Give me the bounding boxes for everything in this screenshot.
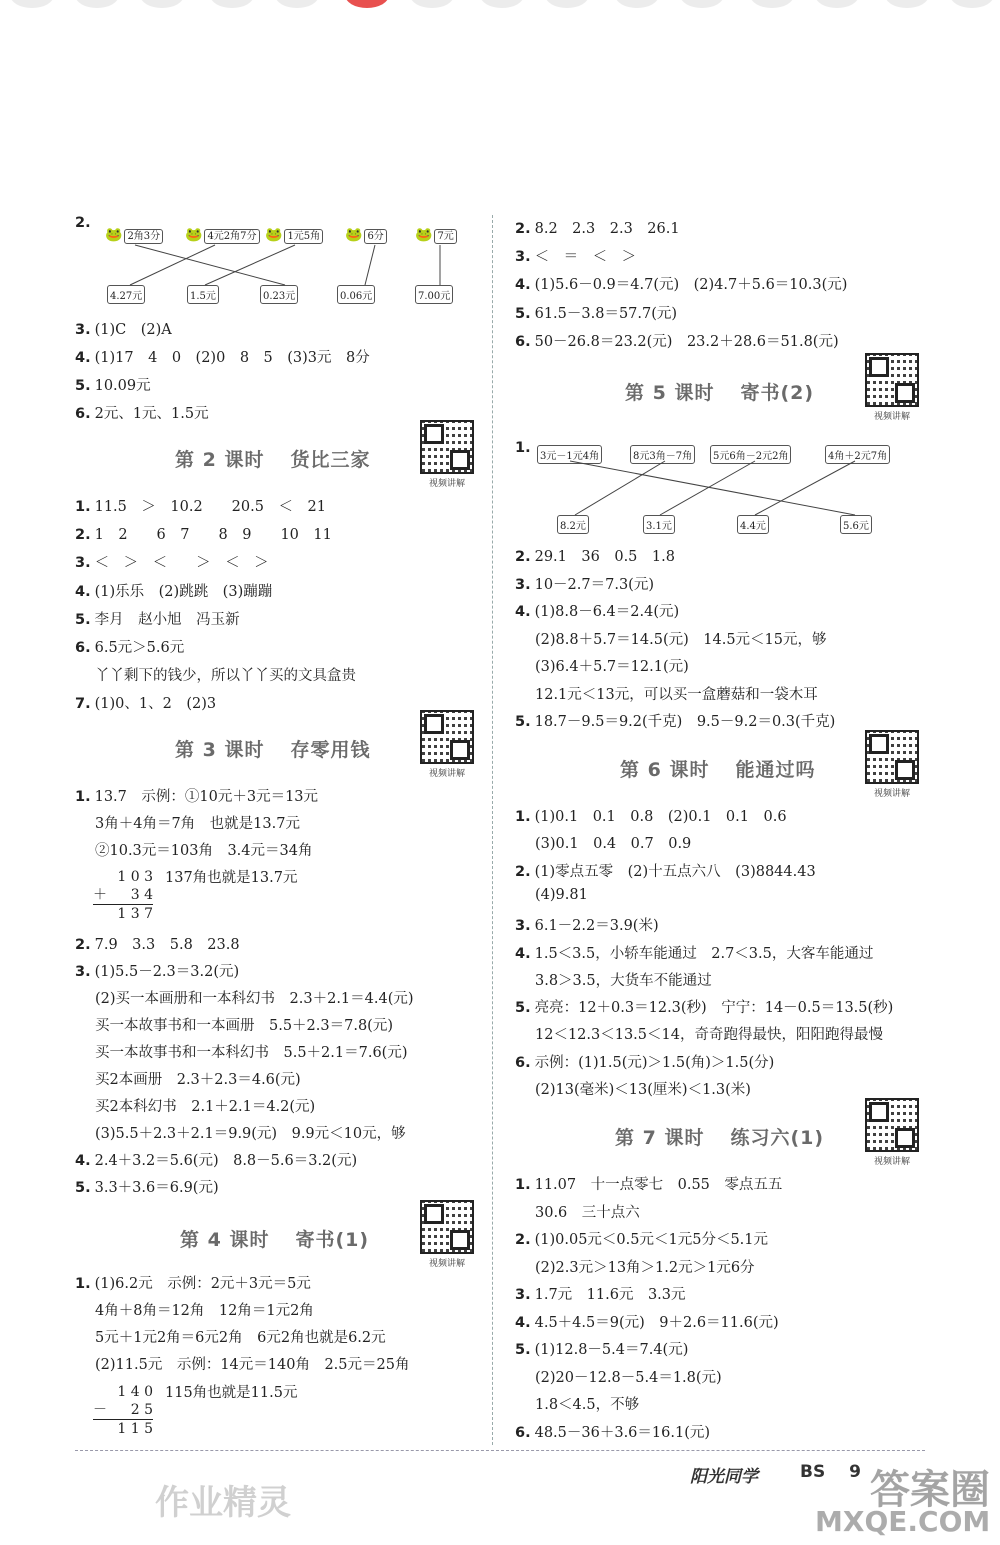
answer-text: 4角＋8角＝12角 12角＝1元2角 xyxy=(95,1303,314,1319)
answer-text: ＜ ＞ ＜ ＞ ＜ ＞ xyxy=(94,555,269,572)
robot-icon: 🐸 xyxy=(345,227,363,243)
answer-text: 李月 赵小旭 冯玉新 xyxy=(94,611,240,628)
question-number: 5. xyxy=(515,305,531,322)
answer-text: 11.5 ＞ 10.2 20.5 ＜ 21 xyxy=(94,499,326,515)
answer-line xyxy=(75,402,209,423)
answer-text: (1)17 4 0 (2)0 8 5 (3)3元 8分 xyxy=(94,350,370,366)
answer-text: ＜ ＝ ＜ ＞ xyxy=(534,249,637,266)
answer-text: 5元＋1元2角＝6元2角 6元2角也就是6.2元 xyxy=(95,1330,386,1346)
answer-text: (3)6.4＋5.7＝12.1(元) xyxy=(535,659,689,675)
matching-line xyxy=(755,461,855,515)
vert-operand: 3 4 xyxy=(130,887,153,903)
answer-line xyxy=(535,1078,751,1099)
answer-line xyxy=(75,523,332,544)
video-qr-code[interactable] xyxy=(420,1200,474,1269)
question-number: 5. xyxy=(515,1000,531,1017)
answer-text: (1)8.8－6.4＝2.4(元) xyxy=(534,604,680,620)
answer-line xyxy=(515,805,787,826)
lesson-heading xyxy=(175,445,370,472)
answer-text: 买2本画册 2.3＋2.3＝4.6(元) xyxy=(95,1072,301,1088)
answer-text: 3.8＞3.5，大货车不能通过 xyxy=(535,972,712,989)
answer-line xyxy=(95,1014,393,1035)
answer-text: 8.2 2.3 2.3 26.1 xyxy=(534,221,680,237)
video-qr-code[interactable] xyxy=(420,710,474,779)
answer-text: 6.5元＞5.6元 xyxy=(94,640,185,656)
question-number: 2. xyxy=(75,215,91,231)
answer-text: 2元、1元、1.5元 xyxy=(94,406,209,422)
answer-line xyxy=(515,860,816,881)
answer-line xyxy=(95,1041,408,1062)
answer-text: 137角也就是13.7元 xyxy=(165,870,298,886)
lesson-heading xyxy=(180,1225,369,1252)
answer-text: 示例：(1)1.5(元)＞1.5(角)＞1.5(分) xyxy=(534,1054,775,1071)
expression-box: 3元－1元4角 xyxy=(537,445,602,464)
matching-line xyxy=(570,461,855,515)
qr-caption: 视频讲解 xyxy=(873,1157,910,1167)
answer-line xyxy=(515,942,873,963)
answer-text: 6.1－2.2＝3.9(米) xyxy=(534,918,659,935)
answer-text: (2)买一本画册和一本科幻书 2.3＋2.1＝4.4(元) xyxy=(95,991,414,1007)
answer-text: 115角也就是11.5元 xyxy=(165,1385,298,1401)
answer-text: (1)0.05元＜0.5元＜1元5分＜5.1元 xyxy=(534,1232,769,1248)
robot-price-box: 1元5角 xyxy=(284,229,323,244)
answer-text: ②10.3元＝103角 3.4元＝34角 xyxy=(95,843,313,859)
qr-caption: 视频讲解 xyxy=(873,789,910,799)
question-number: 3. xyxy=(515,1287,531,1303)
answer-line xyxy=(75,551,269,572)
lesson-title: 货比三家 xyxy=(290,449,371,471)
page-number: 9 xyxy=(849,1462,861,1482)
question-number: 2. xyxy=(515,549,531,565)
video-qr-code[interactable] xyxy=(865,1098,919,1167)
vert-top: 1 4 0 xyxy=(117,1384,153,1400)
tab-circle xyxy=(480,0,524,8)
answer-line xyxy=(75,785,318,806)
qr-caption: 视频讲解 xyxy=(428,479,465,489)
answer-line xyxy=(95,1122,406,1143)
question-number: 6. xyxy=(75,406,91,422)
answer-text: (1)5.5－2.3＝3.2(元) xyxy=(94,964,240,980)
qr-code-icon xyxy=(420,420,474,474)
answer-line xyxy=(535,969,712,990)
answer-text: 4.5＋4.5＝9(元) 9＋2.6＝11.6(元) xyxy=(534,1314,779,1331)
tab-circle xyxy=(140,0,184,8)
answer-text: 1.5＜3.5，小轿车能通过 2.7＜3.5，大客车能通过 xyxy=(534,945,874,962)
answer-line xyxy=(95,812,300,833)
question-number: 2. xyxy=(75,527,91,544)
answer-line xyxy=(515,1421,710,1442)
expression-box: 4角＋2元7角 xyxy=(825,445,890,464)
answer-text: 12.1元＜13元，可以买一盒蘑菇和一袋木耳 xyxy=(535,686,818,703)
watermark-text: 作业精灵 xyxy=(155,1483,291,1523)
answer-line xyxy=(535,683,818,704)
answer-text: 7.9 3.3 5.8 23.8 xyxy=(94,937,240,953)
question-number: 5. xyxy=(75,378,91,394)
answer-text: (3)0.1 0.4 0.7 0.9 xyxy=(535,836,692,853)
vert-mid xyxy=(93,886,153,904)
robot-price-box: 2角3分 xyxy=(124,229,163,244)
answer-line xyxy=(95,664,356,685)
answer-text: 11.07 十一点零七 0.55 零点五五 xyxy=(534,1177,783,1193)
qr-caption: 视频讲解 xyxy=(428,769,465,779)
question-number: 3. xyxy=(75,964,91,980)
answer-line xyxy=(535,1023,883,1044)
answer-line xyxy=(75,692,216,713)
lesson-number: 第 7 课时 xyxy=(615,1127,705,1149)
lesson-heading xyxy=(615,1123,824,1150)
tab-circle xyxy=(75,0,119,8)
amount-box: 7.00元 xyxy=(415,285,453,304)
tab-circle xyxy=(410,0,454,8)
question-number: 1. xyxy=(75,789,91,805)
answer-text: (1)12.8－5.4＝7.4(元) xyxy=(534,1342,689,1358)
answer-text: 30.6 三十点六 xyxy=(535,1204,640,1221)
lesson-heading xyxy=(620,755,815,782)
answer-line xyxy=(515,1228,768,1249)
answer-line xyxy=(165,866,297,887)
question-number: 4. xyxy=(515,277,531,294)
answer-text: 买一本故事书和一本科幻书 5.5＋2.1＝7.6(元) xyxy=(95,1045,408,1061)
qr-code-icon xyxy=(420,710,474,764)
matching-line xyxy=(660,461,755,515)
answer-text: (1)5.6－0.9＝4.7(元) (2)4.7＋5.6＝10.3(元) xyxy=(534,277,848,294)
question-number: 5. xyxy=(515,714,531,730)
answer-line xyxy=(75,960,239,981)
vert-top: 1 0 3 xyxy=(117,869,153,885)
answer-line xyxy=(75,580,272,601)
answer-line xyxy=(515,1051,774,1072)
lesson-heading xyxy=(175,735,370,762)
brand-logo: 阳光同学 xyxy=(690,1467,758,1487)
answer-line xyxy=(75,318,172,339)
robot-price-box: 6分 xyxy=(364,229,386,244)
lesson-title: 能通过吗 xyxy=(735,759,816,781)
answer-line xyxy=(75,1176,219,1197)
answer-line xyxy=(95,1095,315,1116)
answer-text: (1)0、1、2 (2)3 xyxy=(94,696,217,713)
tab-circle xyxy=(615,0,659,8)
answer-line xyxy=(165,1381,297,1402)
question-number: 3. xyxy=(75,322,91,338)
question-number: 5. xyxy=(515,1342,531,1358)
tab-circle xyxy=(210,0,254,8)
answer-text: (1)0.1 0.1 0.8 (2)0.1 0.1 0.6 xyxy=(534,809,787,825)
matching-line xyxy=(135,245,285,285)
answer-line xyxy=(515,914,659,935)
answer-text: (2)20－12.8－5.4＝1.8(元) xyxy=(535,1369,722,1386)
answer-line xyxy=(535,832,691,853)
tab-circle xyxy=(950,0,994,8)
question-number: 2. xyxy=(515,863,531,880)
answer-text: (1)6.2元 示例：2元＋3元＝5元 xyxy=(94,1276,311,1292)
qr-code-icon xyxy=(865,730,919,784)
answer-text: (4)9.81 xyxy=(535,886,588,903)
robot-price-box: 4元2角7分 xyxy=(204,229,259,244)
matching-lines xyxy=(515,215,925,545)
series-code: BS xyxy=(800,1462,826,1482)
answer-text: (2)11.5元 示例：14元＝140角 2.5元＝25角 xyxy=(95,1357,410,1373)
robot-icon: 🐸 xyxy=(185,227,203,243)
answer-text: (1)C (2)A xyxy=(94,322,172,338)
question-number: 3. xyxy=(515,576,531,593)
robot-icon: 🐸 xyxy=(265,227,283,243)
watermark-logo: 答案圈 xyxy=(870,1466,990,1513)
tab-circle xyxy=(750,0,794,8)
answer-line xyxy=(515,996,893,1017)
question-number: 7. xyxy=(75,696,91,713)
question-number: 4. xyxy=(515,1314,531,1331)
answer-text: 29.1 36 0.5 1.8 xyxy=(534,549,675,565)
answer-line xyxy=(515,710,835,731)
question-number: 1. xyxy=(75,499,91,515)
question-number: 4. xyxy=(515,604,531,620)
amount-box: 0.23元 xyxy=(260,285,298,304)
answer-text: 50－26.8＝23.2(元) 23.2＋28.6＝51.8(元) xyxy=(534,333,839,350)
answer-text: 丫丫剩下的钱少，所以丫丫买的文具盒贵 xyxy=(95,668,356,685)
vert-result: 1 3 7 xyxy=(117,906,153,922)
question-number: 1. xyxy=(515,1177,531,1193)
tab-circle xyxy=(10,0,54,8)
lesson-title: 寄书(2) xyxy=(740,382,815,404)
answer-text: 10.09元 xyxy=(94,378,151,394)
answer-text: (3)5.5＋2.3＋2.1＝9.9(元) 9.9元＜10元，够 xyxy=(95,1126,406,1142)
answer-text: (2)2.3元＞13角＞1.2元＞1元6分 xyxy=(535,1259,755,1276)
answer-text: 3.3＋3.6＝6.9(元) xyxy=(94,1180,219,1196)
qr-caption: 视频讲解 xyxy=(428,1259,465,1269)
tab-circle xyxy=(275,0,319,8)
amount-box: 4.27元 xyxy=(107,285,145,304)
question-number: 3. xyxy=(75,555,91,572)
answer-box: 5.6元 xyxy=(840,515,872,534)
vertical-calculation xyxy=(93,868,153,923)
robot-icon: 🐸 xyxy=(415,227,433,243)
answer-text: 2.4＋3.2＝5.6(元) 8.8－5.6＝3.2(元) xyxy=(94,1153,358,1169)
lesson-title: 存零用钱 xyxy=(290,739,371,761)
question-number: 2. xyxy=(515,221,531,237)
lesson-number: 第 4 课时 xyxy=(180,1229,270,1251)
answer-text: 61.5－3.8＝57.7(元) xyxy=(534,305,678,322)
question-number: 3. xyxy=(515,249,531,266)
tab-circle xyxy=(345,0,389,8)
answer-text: (2)13(毫米)＜13(厘米)＜1.3(米) xyxy=(535,1082,751,1098)
amount-box: 1.5元 xyxy=(187,285,219,304)
answer-line xyxy=(75,346,370,367)
question-number: 4. xyxy=(75,583,91,600)
answer-line xyxy=(535,887,588,903)
answer-line xyxy=(75,495,326,516)
watermark-site: MXQE.COM xyxy=(815,1505,991,1538)
answer-line xyxy=(95,1326,386,1347)
question-number: 4. xyxy=(75,350,91,366)
answer-text: 10－2.7＝7.3(元) xyxy=(534,576,654,593)
video-qr-code[interactable] xyxy=(420,420,474,489)
lesson-number: 第 3 课时 xyxy=(175,739,265,761)
answer-text: (2)8.8＋5.7＝14.5(元) 14.5元＜15元，够 xyxy=(535,631,827,648)
answer-text: 1 2 6 7 8 9 10 11 xyxy=(94,527,332,544)
answer-text: 1.7元 11.6元 3.3元 xyxy=(534,1287,686,1303)
answer-line xyxy=(535,1201,640,1222)
question-number: 4. xyxy=(75,1153,91,1169)
answer-line xyxy=(535,1366,722,1387)
answer-line xyxy=(515,573,654,594)
video-qr-code[interactable] xyxy=(865,730,919,799)
question-number: 3. xyxy=(515,918,531,935)
answer-line xyxy=(95,1068,301,1089)
question-number: 2. xyxy=(515,1232,531,1248)
answer-line xyxy=(515,1283,686,1304)
answer-line xyxy=(75,374,151,395)
answer-line xyxy=(75,608,240,629)
answer-text: (1)乐乐 (2)跳跳 (3)蹦蹦 xyxy=(94,583,273,600)
matching-line xyxy=(365,245,375,285)
answer-text: 3角＋4角＝7角 也就是13.7元 xyxy=(95,816,300,832)
answer-line xyxy=(75,933,240,954)
vert-result: 1 1 5 xyxy=(117,1421,153,1437)
answer-text: 买一本故事书和一本画册 5.5＋2.3＝7.8(元) xyxy=(95,1018,393,1034)
lesson-title: 寄书(1) xyxy=(295,1229,370,1251)
answer-line xyxy=(95,839,312,860)
answer-box: 4.4元 xyxy=(737,515,769,534)
answer-line xyxy=(515,1338,688,1359)
matching-line xyxy=(130,245,215,285)
tab-circle xyxy=(815,0,859,8)
vert-mid xyxy=(93,1401,153,1419)
lesson-number: 第 6 课时 xyxy=(620,759,710,781)
vert-operator: ＋ xyxy=(93,887,107,903)
lesson-number: 第 2 课时 xyxy=(175,449,265,471)
lesson-title: 练习六(1) xyxy=(730,1127,825,1149)
question-number: 1. xyxy=(515,440,531,456)
vertical-calculation xyxy=(93,1383,153,1438)
answer-line xyxy=(95,1353,409,1374)
answer-line xyxy=(535,655,689,676)
answer-line xyxy=(535,628,827,649)
answer-line xyxy=(535,1256,755,1277)
answer-line xyxy=(75,1149,357,1170)
matching-line xyxy=(575,461,665,515)
answer-line xyxy=(535,1393,639,1414)
vert-operator: － xyxy=(93,1402,107,1418)
question-number: 6. xyxy=(515,1424,531,1441)
answer-text: 13.7 示例：①10元＋3元＝13元 xyxy=(94,789,319,805)
answer-line xyxy=(75,636,184,657)
question-number: 6. xyxy=(515,1054,531,1071)
tab-circle xyxy=(885,0,929,8)
answer-text: 亮亮：12＋0.3＝12.3(秒) 宁宁：14－0.5＝13.5(秒) xyxy=(534,1000,894,1017)
expression-box: 8元3角－7角 xyxy=(630,445,695,464)
footer-divider xyxy=(75,1450,925,1451)
tab-circle xyxy=(545,0,589,8)
top-tab-strip xyxy=(0,0,1000,12)
answer-text: 18.7－9.5＝9.2(千克) 9.5－9.2＝0.3(千克) xyxy=(534,714,836,730)
answer-line xyxy=(515,1311,779,1332)
answer-line xyxy=(75,1272,311,1293)
answer-text: 12＜12.3＜13.5＜14，奇奇跑得最快，阳阳跑得最慢 xyxy=(535,1027,883,1044)
tab-circle xyxy=(680,0,724,8)
answer-line xyxy=(515,545,675,566)
answer-text: (1)零点五零 (2)十五点六八 (3)8844.43 xyxy=(534,863,816,880)
question-number: 5. xyxy=(75,1180,91,1196)
matching-line xyxy=(205,245,295,285)
vert-operand: 2 5 xyxy=(130,1402,153,1418)
qr-code-icon xyxy=(420,1200,474,1254)
matching-lines xyxy=(75,215,475,315)
question-number: 1. xyxy=(75,1276,91,1292)
answer-text: 48.5－36＋3.6＝16.1(元) xyxy=(534,1424,711,1441)
answer-line xyxy=(515,1173,782,1194)
answer-text: 1.8＜4.5，不够 xyxy=(535,1397,640,1413)
answer-box: 8.2元 xyxy=(557,515,589,534)
answer-box: 3.1元 xyxy=(643,515,675,534)
column-divider xyxy=(492,215,493,1445)
robot-price-box: 7元 xyxy=(434,229,456,244)
robot-icon: 🐸 xyxy=(105,227,123,243)
expression-box: 5元6角－2元2角 xyxy=(710,445,791,464)
answer-line xyxy=(95,1299,314,1320)
question-number: 6. xyxy=(75,640,91,656)
qr-caption: 视频讲解 xyxy=(873,412,910,422)
question-number: 5. xyxy=(75,611,91,628)
answer-line xyxy=(515,600,679,621)
answer-line xyxy=(95,987,414,1008)
answer-text: 买2本科幻书 2.1＋2.1＝4.2(元) xyxy=(95,1099,316,1115)
question-number: 1. xyxy=(515,809,531,825)
question-number: 6. xyxy=(515,333,531,350)
amount-box: 0.06元 xyxy=(337,285,375,304)
lesson-number: 第 5 课时 xyxy=(625,382,715,404)
footer-code xyxy=(800,1462,861,1482)
qr-code-icon xyxy=(865,1098,919,1152)
question-number: 2. xyxy=(75,937,91,953)
question-number: 4. xyxy=(515,945,531,962)
